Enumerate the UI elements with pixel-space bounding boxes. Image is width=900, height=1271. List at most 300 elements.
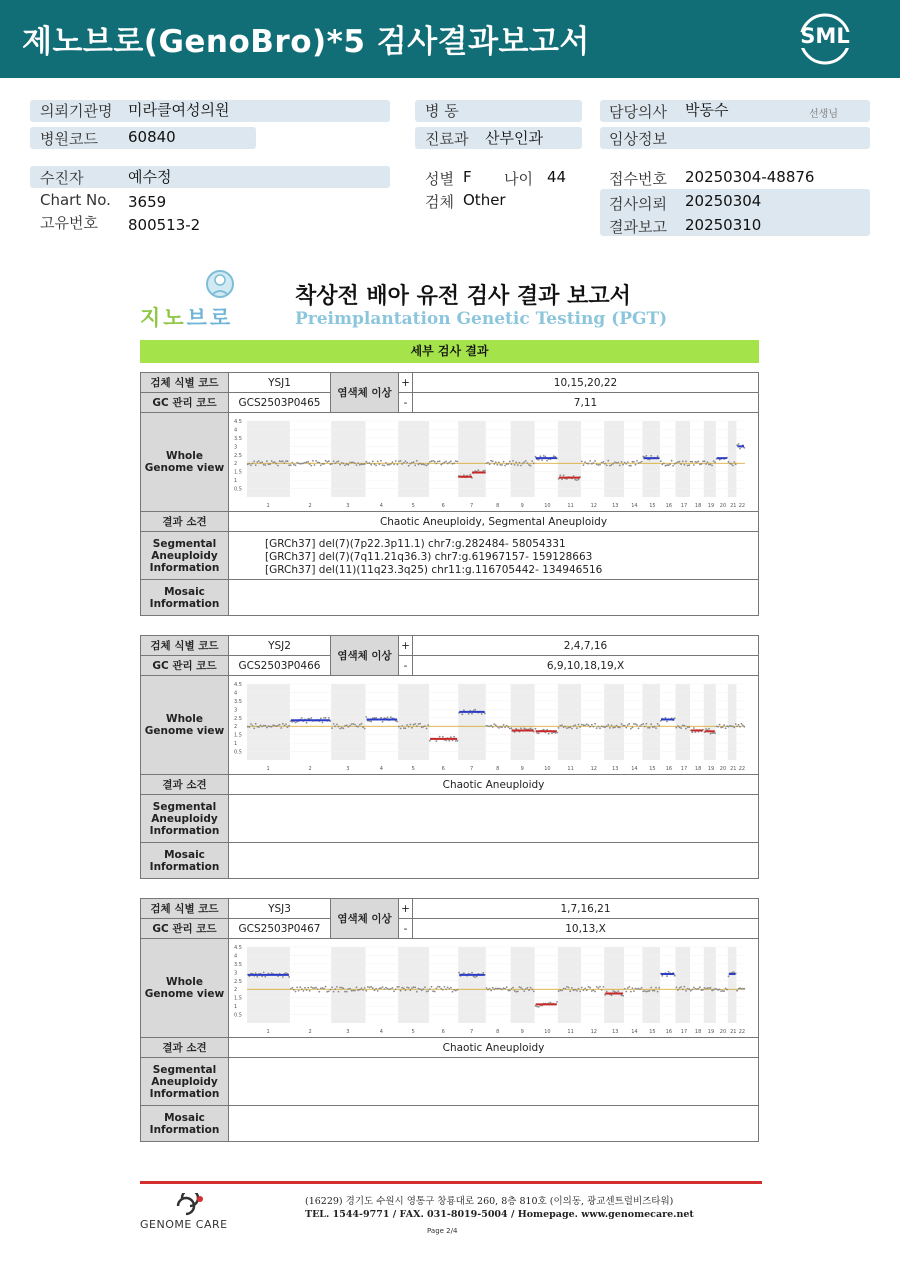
doctor-suffix: 선생님 (809, 109, 838, 120)
copy-number-point (266, 727, 268, 729)
whole-genome-chart-cell (229, 676, 758, 775)
x-tick-label: 17 (680, 766, 688, 772)
copy-number-point (414, 987, 416, 989)
copy-number-point (680, 986, 682, 988)
copy-number-point (330, 464, 332, 466)
chromosome-band (604, 947, 624, 1023)
copy-number-point (551, 732, 553, 734)
x-tick-label: 8 (496, 503, 500, 509)
copy-number-point (298, 990, 300, 992)
gain-sign: + (399, 636, 413, 656)
copy-number-point (588, 463, 590, 465)
copy-number-point (535, 728, 537, 730)
x-tick-label: 19 (707, 1029, 715, 1035)
copy-number-point (672, 465, 674, 467)
copy-number-point (723, 724, 725, 726)
copy-number-point (688, 464, 690, 466)
copy-number-point (336, 986, 338, 988)
copy-number-point (272, 724, 274, 726)
x-tick-label: 17 (680, 1029, 688, 1035)
specimen-value: Other (463, 191, 506, 209)
x-tick-label: 13 (612, 1029, 619, 1035)
chromosome-band (458, 421, 485, 497)
copy-number-point (400, 728, 402, 730)
copy-number-point (328, 991, 330, 993)
copy-number-point (320, 988, 322, 990)
copy-number-point (503, 461, 505, 463)
copy-number-point (738, 724, 740, 726)
copy-number-point (295, 464, 297, 466)
copy-number-point (339, 728, 341, 730)
y-tick-label: 0.5 (234, 486, 242, 493)
copy-number-point (693, 987, 695, 989)
copy-number-point (290, 988, 292, 990)
copy-number-point (370, 986, 372, 988)
copy-number-point (509, 728, 511, 730)
chromosome-band (511, 947, 535, 1023)
subject-pill (30, 166, 390, 188)
copy-number-point (452, 463, 454, 465)
copy-number-point (255, 972, 257, 974)
genome-care-name: GENOME CARE (140, 1218, 228, 1231)
x-tick-label: 16 (665, 503, 673, 509)
copy-number-point (317, 462, 319, 464)
copy-number-point (271, 972, 273, 974)
x-tick-label: 2 (308, 766, 312, 772)
copy-number-point (416, 991, 418, 993)
copy-number-point (317, 988, 319, 990)
copy-number-point (498, 462, 500, 464)
copy-number-point (633, 723, 635, 725)
copy-number-point (627, 987, 629, 989)
copy-number-point (579, 726, 581, 728)
copy-number-point (439, 460, 441, 462)
copy-number-point (346, 463, 348, 465)
copy-number-point (598, 464, 600, 466)
y-tick-label: 1 (234, 1004, 238, 1011)
copy-number-point (258, 726, 260, 728)
copy-number-point (627, 461, 629, 463)
mosaic-label: Mosaic Information (141, 580, 229, 615)
copy-number-point (658, 725, 660, 727)
copy-number-point (589, 726, 591, 728)
footer-divider (140, 1181, 762, 1184)
copy-number-point (617, 990, 619, 992)
copy-number-point (357, 726, 359, 728)
copy-number-point (661, 975, 663, 977)
footer-address: (16229) 경기도 수원시 영통구 창룡대로 260, 8층 810호 (이의동, 광교센트럴비즈타워) (305, 1196, 674, 1207)
copy-number-point (593, 989, 595, 991)
copy-number-point (328, 460, 330, 462)
copy-number-point (530, 728, 532, 730)
copy-number-point (435, 988, 437, 990)
copy-number-point (647, 727, 649, 729)
copy-number-point (541, 459, 543, 461)
copy-number-point (320, 718, 322, 720)
x-tick-label: 12 (590, 503, 597, 509)
copy-number-point (409, 463, 411, 465)
copy-number-point (398, 726, 400, 728)
copy-number-point (388, 989, 390, 991)
finding-label: 결과 소견 (141, 1038, 229, 1058)
copy-number-point (561, 479, 563, 481)
header-bar (0, 0, 900, 78)
copy-number-point (650, 723, 652, 725)
copy-number-point (333, 460, 335, 462)
copy-number-point (263, 972, 265, 974)
ward-label: 병 동 (425, 102, 459, 120)
copy-number-point (372, 987, 374, 989)
copy-number-point (409, 724, 411, 726)
copy-number-point (515, 991, 517, 993)
copy-number-point (405, 460, 407, 462)
copy-number-point (588, 986, 590, 988)
copy-number-point (418, 988, 420, 990)
copy-number-point (426, 465, 428, 467)
x-tick-label: 20 (719, 766, 727, 772)
copy-number-point (463, 709, 465, 711)
copy-number-point (357, 989, 359, 991)
copy-number-point (387, 717, 389, 719)
copy-number-point (314, 464, 316, 466)
copy-number-point (303, 462, 305, 464)
whole-genome-chart (233, 415, 753, 510)
copy-number-point (646, 455, 648, 457)
copy-number-point (493, 988, 495, 990)
copy-number-point (641, 724, 643, 726)
gc-code-label: GC 관리 코드 (141, 393, 229, 413)
copy-number-point (339, 987, 341, 989)
x-tick-label: 3 (346, 503, 350, 509)
copy-number-point (628, 723, 630, 725)
copy-number-point (522, 463, 524, 465)
copy-number-point (250, 723, 252, 725)
copy-number-point (343, 987, 345, 989)
copy-number-point (282, 976, 284, 978)
loss-sign: - (399, 919, 413, 939)
copy-number-point (429, 461, 431, 463)
x-tick-label: 6 (441, 1029, 445, 1035)
copy-number-point (576, 727, 578, 729)
copy-number-point (490, 460, 492, 462)
copy-number-point (628, 465, 630, 467)
copy-number-point (303, 990, 305, 992)
copy-number-point (426, 991, 428, 993)
sample-id-value: YSJ1 (229, 373, 331, 393)
copy-number-point (392, 987, 394, 989)
copy-number-point (444, 461, 446, 463)
copy-number-point (388, 464, 390, 466)
copy-number-point (584, 988, 586, 990)
copy-number-point (506, 463, 508, 465)
copy-number-point (561, 990, 563, 992)
copy-number-point (642, 723, 644, 725)
copy-number-point (632, 727, 634, 729)
age-label: 나이 (504, 170, 533, 188)
sample-id-label: 검체 식별 코드 (141, 636, 229, 656)
copy-number-point (434, 991, 436, 993)
copy-number-point (453, 736, 455, 738)
request-date-label: 검사의뢰 (609, 195, 667, 213)
copy-number-point (674, 463, 676, 465)
copy-number-point (601, 989, 603, 991)
copy-number-point (325, 986, 327, 988)
copy-number-point (601, 725, 603, 727)
copy-number-point (710, 987, 712, 989)
finding-label: 결과 소견 (141, 512, 229, 532)
segmental-value (229, 532, 758, 580)
copy-number-point (698, 461, 700, 463)
copy-number-point (299, 463, 301, 465)
copy-number-point (426, 728, 428, 730)
sample-id-value: YSJ3 (229, 899, 331, 919)
copy-number-point (448, 740, 450, 742)
x-tick-label: 9 (520, 766, 524, 772)
copy-number-point (287, 460, 289, 462)
copy-number-point (442, 736, 444, 738)
copy-number-point (296, 987, 298, 989)
copy-number-point (336, 461, 338, 463)
copy-number-point (530, 465, 532, 467)
copy-number-point (603, 726, 605, 728)
copy-number-point (309, 463, 311, 465)
copy-number-point (271, 726, 273, 728)
copy-number-point (723, 990, 725, 992)
copy-number-point (581, 724, 583, 726)
copy-number-point (679, 726, 681, 728)
copy-number-point (519, 462, 521, 464)
copy-number-point (359, 464, 361, 466)
y-tick-label: 4 (234, 690, 238, 697)
copy-number-point (482, 972, 484, 974)
copy-number-point (538, 1006, 540, 1008)
copy-number-point (668, 971, 670, 973)
copy-number-point (607, 460, 609, 462)
copy-number-point (710, 464, 712, 466)
y-tick-label: 0.5 (234, 749, 242, 756)
copy-number-point (725, 988, 727, 990)
copy-number-point (586, 989, 588, 991)
copy-number-point (531, 989, 533, 991)
copy-number-point (614, 461, 616, 463)
copy-number-point (705, 463, 707, 465)
copy-number-point (429, 988, 431, 990)
copy-number-point (361, 723, 363, 725)
copy-number-point (280, 727, 282, 729)
copy-number-point (344, 991, 346, 993)
copy-number-point (666, 975, 668, 977)
copy-number-point (680, 727, 682, 729)
copy-number-point (457, 740, 459, 742)
copy-number-point (540, 455, 542, 457)
copy-number-point (288, 725, 290, 727)
copy-number-point (266, 460, 268, 462)
copy-number-point (679, 987, 681, 989)
finding-value: Chaotic Aneuploidy, Segmental Aneuploidy (229, 512, 758, 532)
institution-label: 의뢰기관명 (40, 102, 113, 120)
copy-number-point (685, 728, 687, 730)
copy-number-point (455, 740, 457, 742)
copy-number-point (380, 717, 382, 719)
copy-number-point (387, 464, 389, 466)
subject-value: 예수정 (128, 168, 172, 186)
copy-number-point (309, 990, 311, 992)
copy-number-point (315, 987, 317, 989)
copy-number-point (437, 461, 439, 463)
x-tick-label: 18 (694, 766, 702, 772)
copy-number-point (390, 463, 392, 465)
copy-number-point (719, 989, 721, 991)
copy-number-point (461, 713, 463, 715)
copy-number-point (276, 725, 278, 727)
copy-number-point (361, 987, 363, 989)
copy-number-point (435, 740, 437, 742)
copy-number-point (453, 463, 455, 465)
copy-number-point (385, 462, 387, 464)
copy-number-point (482, 470, 484, 472)
whole-genome-chart (233, 678, 753, 773)
copy-number-point (495, 461, 497, 463)
copy-number-point (406, 724, 408, 726)
copy-number-point (401, 987, 403, 989)
copy-number-point (717, 726, 719, 728)
copy-number-point (698, 988, 700, 990)
y-tick-label: 2 (234, 987, 238, 994)
mosaic-label: Mosaic Information (141, 843, 229, 878)
copy-number-point (271, 460, 273, 462)
gc-code-label: GC 관리 코드 (141, 656, 229, 676)
copy-number-point (599, 986, 601, 988)
segmental-label: Segmental Aneuploidy Information (141, 532, 229, 580)
copy-number-point (453, 989, 455, 991)
copy-number-point (731, 463, 733, 465)
copy-number-point (527, 987, 529, 989)
x-tick-label: 22 (738, 1029, 746, 1035)
copy-number-point (536, 1006, 538, 1008)
copy-number-point (583, 724, 585, 726)
copy-number-point (625, 727, 627, 729)
copy-number-point (408, 987, 410, 989)
x-tick-label: 19 (707, 503, 715, 509)
copy-number-point (687, 465, 689, 467)
copy-number-point (362, 464, 364, 466)
page-number: Page 2/4 (427, 1227, 458, 1235)
copy-number-point (354, 990, 356, 992)
copy-number-point (323, 463, 325, 465)
copy-number-point (630, 728, 632, 730)
copy-number-point (596, 986, 598, 988)
chromosome-band (331, 947, 365, 1023)
copy-number-point (708, 728, 710, 730)
chrom-abnormality-label: 염색체 이상 (331, 636, 399, 676)
copy-number-point (396, 721, 398, 723)
x-tick-label: 1 (266, 766, 270, 772)
copy-number-point (574, 989, 576, 991)
copy-number-point (382, 721, 384, 723)
copy-number-point (304, 462, 306, 464)
copy-number-point (418, 464, 420, 466)
sml-logo-text: SML (800, 24, 850, 48)
copy-number-point (514, 731, 516, 733)
copy-number-point (506, 986, 508, 988)
gain-sign: + (399, 373, 413, 393)
x-tick-label: 20 (719, 1029, 727, 1035)
x-tick-label: 14 (631, 766, 638, 772)
copy-number-point (617, 726, 619, 728)
sample-id-value: YSJ2 (229, 636, 331, 656)
finding-label: 결과 소견 (141, 775, 229, 795)
copy-number-point (506, 725, 508, 727)
copy-number-point (310, 465, 312, 467)
copy-number-point (649, 727, 651, 729)
copy-number-point (722, 990, 724, 992)
copy-number-point (333, 723, 335, 725)
copy-number-point (264, 464, 266, 466)
copy-number-point (511, 988, 513, 990)
x-tick-label: 16 (665, 766, 673, 772)
copy-number-point (422, 726, 424, 728)
specimen-label: 검체 (425, 193, 454, 211)
copy-number-point (684, 986, 686, 988)
copy-number-point (598, 987, 600, 989)
copy-number-point (419, 988, 421, 990)
copy-number-point (604, 726, 606, 728)
copy-number-point (644, 990, 646, 992)
copy-number-point (269, 463, 271, 465)
copy-number-point (486, 987, 488, 989)
copy-number-point (320, 464, 322, 466)
copy-number-point (564, 726, 566, 728)
copy-number-point (471, 972, 473, 974)
copy-number-point (284, 462, 286, 464)
copy-number-point (743, 726, 745, 728)
copy-number-point (514, 990, 516, 992)
y-tick-label: 4.5 (234, 419, 242, 425)
x-tick-label: 15 (649, 766, 656, 772)
copy-number-point (655, 987, 657, 989)
institution-value: 미라클여성의원 (128, 101, 230, 119)
x-tick-label: 8 (496, 1029, 500, 1035)
sample-block (140, 635, 759, 879)
report-title: 제노브로(GenoBro)*5 검사결과보고서 (22, 24, 590, 60)
whole-genome-label: Whole Genome view (141, 939, 229, 1038)
y-tick-label: 3 (234, 707, 238, 714)
copy-number-point (495, 724, 497, 726)
genobro-logo (140, 268, 260, 330)
copy-number-point (406, 987, 408, 989)
x-tick-label: 14 (631, 1029, 638, 1035)
x-tick-label: 18 (694, 1029, 702, 1035)
hospital-code-label: 병원코드 (40, 130, 98, 148)
copy-number-point (293, 989, 295, 991)
copy-number-point (414, 723, 416, 725)
x-tick-label: 22 (738, 503, 746, 509)
chromosome-band (331, 421, 365, 497)
copy-number-point (632, 987, 634, 989)
copy-number-point (344, 464, 346, 466)
whole-genome-chart-cell (229, 939, 758, 1038)
copy-number-point (492, 987, 494, 989)
copy-number-point (559, 990, 561, 992)
copy-number-point (318, 991, 320, 993)
x-tick-label: 12 (590, 766, 597, 772)
y-tick-label: 4 (234, 953, 238, 960)
receipt-value: 20250304-48876 (685, 168, 815, 186)
y-tick-label: 4.5 (234, 945, 242, 951)
copy-number-point (455, 460, 457, 462)
gain-sign: + (399, 899, 413, 919)
y-tick-label: 1.5 (234, 469, 242, 476)
